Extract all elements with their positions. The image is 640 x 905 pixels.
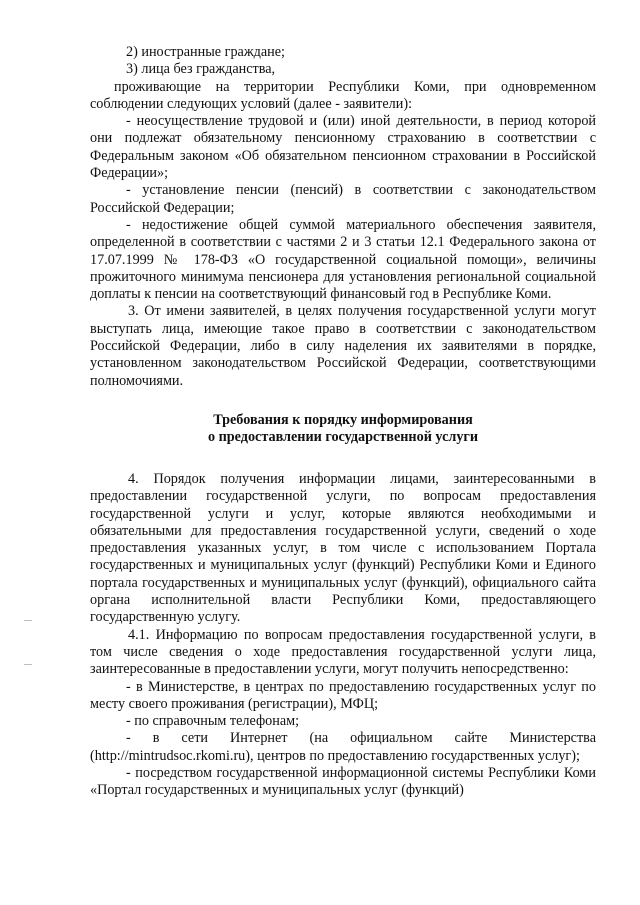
- list-item-foreign-citizens: 2) иностранные граждане;: [126, 44, 285, 60]
- source-phones: - по справочным телефонам;: [126, 713, 300, 730]
- source-internet: - в сети Интернет (на официальном сайте Министерства (http://mintrudsoc.rkomi.ru), центров по предоставлению государственных услуг);: [90, 730, 596, 764]
- condition-no-employment: - неосуществление трудовой и (или) иной деятельности, в период которой они подлежат обязательному пенсионному страхованию в соответствии с Федеральным законом «Об обязательном пенсионном страховании в Российской Федерации»;: [90, 113, 596, 182]
- paragraph-residency-conditions: проживающие на территории Республики Коми, при одновременном соблюдении следующих условий (далее - заявители):: [90, 78, 596, 112]
- heading-line-1: Требования к порядку информирования: [213, 411, 473, 428]
- scan-margin-mark: [24, 620, 32, 621]
- source-ministry-centers: - в Министерстве, в центрах по предоставлению государственных услуг по месту своего проживания (регистрации), МФЦ;: [90, 678, 596, 712]
- source-state-portal: - посредством государственной информационной системы Республики Коми «Портал государственных и муниципальных услуг (функций): [90, 764, 596, 799]
- scan-margin-mark: [24, 664, 32, 665]
- condition-pension-established: - установление пенсии (пенсий) в соответствии с законодательством Российской Федерации;: [90, 182, 596, 216]
- paragraph-4-info-procedure: 4. Порядок получения информации лицами, заинтересованными в предоставлении государственной услуги, по вопросам предоставления государственной услуги и услуг, которые являются необходимыми и обязательными для предоставления государственной услуги, сведений о ходе предоставления указанных услуг, в том числе с использованием Портала государственных и муниципальных услуг (функций) Республики Коми и Единого портала государственных и муниципальных услуг (функций), официального сайта органа исполнительной власти Республики Коми, предоставляющего государственную услугу.: [90, 470, 596, 626]
- paragraph-3-representatives: 3. От имени заявителей, в целях получения государственной услуги могут выступать лица, имеющие такое право в соответствии с законодательством Российской Федерации, либо в силу наделения их заявителями в порядке, установленном законодательством Российской Федерации, соответствующими полномочиями.: [90, 303, 596, 389]
- section-heading: [90, 412, 596, 447]
- document-body: [90, 44, 596, 800]
- heading-line-2: о предоставлении государственной услуги: [207, 429, 479, 446]
- paragraph-4-1-info-sources: 4.1. Информацию по вопросам предоставления государственной услуги, в том числе сведения о ходе предоставления государственной услуги лица, заинтересованные в предоставлении услуги, могут получить непосредственно:: [90, 626, 596, 678]
- condition-subsistence-minimum: - недостижение общей суммой материального обеспечения заявителя, определенной в соответствии с частями 2 и 3 статьи 12.1 Федерального закона от 17.07.1999 № 178-ФЗ «О государственной социальной помощи», величины прожиточного минимума пенсионера для установления региональной социальной доплаты к пенсии на соответствующий финансовый год в Республике Коми.: [90, 216, 596, 303]
- list-item-stateless-persons: 3) лица без гражданства,: [126, 61, 276, 78]
